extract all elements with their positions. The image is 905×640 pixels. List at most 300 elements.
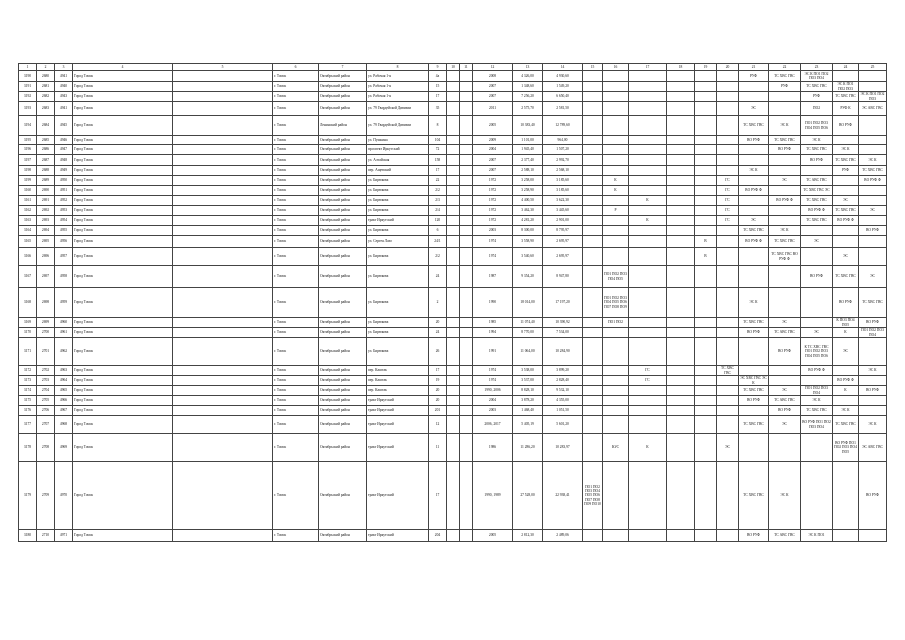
- table-cell: [859, 530, 887, 542]
- table-cell: г. Томск: [273, 206, 319, 216]
- table-cell: [833, 236, 859, 248]
- table-cell: 4 355,00: [543, 396, 583, 406]
- table-cell: 22 938,41: [543, 462, 583, 530]
- table-row: [19, 216, 887, 226]
- table-cell: 4964: [55, 376, 73, 386]
- table-cell: г. Томск: [273, 236, 319, 248]
- table-cell: [460, 92, 473, 102]
- table-cell: [583, 236, 603, 248]
- table-cell: 2691: [37, 196, 55, 206]
- table-cell: [801, 376, 833, 386]
- table-cell: [447, 396, 460, 406]
- table-row: [19, 155, 887, 166]
- column-number: 8: [367, 64, 429, 71]
- table-cell: [447, 266, 460, 288]
- table-cell: Город Томск: [73, 206, 173, 216]
- table-cell: [769, 366, 801, 376]
- table-cell: ТС ХВС ГВС: [739, 416, 769, 434]
- table-cell: пер. Каштак: [367, 386, 429, 396]
- table-cell: г. Томск: [273, 318, 319, 328]
- table-cell: [173, 366, 273, 376]
- table-cell: [583, 416, 603, 434]
- table-cell: ул. Рабочая 1-я: [367, 92, 429, 102]
- table-cell: ВО РУФ: [739, 530, 769, 542]
- table-cell: 2704: [37, 386, 55, 396]
- table-cell: Город Томск: [73, 186, 173, 196]
- table-cell: ЭС К: [833, 406, 859, 416]
- table-cell: г. Томск: [273, 176, 319, 186]
- table-cell: г. Томск: [273, 396, 319, 406]
- table-cell: 4 930,60: [543, 71, 583, 82]
- table-cell: В: [695, 248, 717, 266]
- column-number: 6: [273, 64, 319, 71]
- table-cell: ЭС: [833, 248, 859, 266]
- column-number: 24: [833, 64, 859, 71]
- table-cell: 12 789,60: [543, 116, 583, 136]
- column-number: 11: [460, 64, 473, 71]
- table-cell: [667, 116, 695, 136]
- table-cell: ТС ХВС ГВС: [739, 318, 769, 328]
- table-cell: [173, 248, 273, 266]
- table-cell: [460, 376, 473, 386]
- table-cell: ЭС К: [769, 116, 801, 136]
- table-cell: Город Томск: [73, 462, 173, 530]
- table-cell: Город Томск: [73, 530, 173, 542]
- table-row: [19, 82, 887, 92]
- table-cell: Октябрьский район: [319, 248, 367, 266]
- table-cell: [629, 166, 667, 176]
- table-cell: ЭС АВС ГВС: [859, 434, 887, 462]
- table-cell: 4968: [55, 416, 73, 434]
- table-cell: 4950: [55, 176, 73, 186]
- table-cell: [717, 102, 739, 116]
- table-cell: ТС ХВС ГВС: [801, 196, 833, 206]
- table-cell: Октябрьский район: [319, 102, 367, 116]
- table-cell: [629, 462, 667, 530]
- table-cell: ТС ХВС ГВС: [859, 166, 887, 176]
- table-cell: ГС: [717, 196, 739, 206]
- table-cell: [447, 226, 460, 236]
- table-cell: [667, 328, 695, 338]
- table-cell: [695, 155, 717, 166]
- table-cell: РУФ: [739, 71, 769, 82]
- table-cell: 2681: [37, 82, 55, 92]
- table-cell: 9 532,10: [543, 386, 583, 396]
- table-cell: 2011: [473, 102, 513, 116]
- table-cell: 2703: [37, 376, 55, 386]
- table-cell: 2006, 2017: [473, 416, 513, 434]
- table-cell: [717, 288, 739, 318]
- table-cell: ЭС К: [833, 145, 859, 155]
- table-cell: 3 258,90: [513, 186, 543, 196]
- table-cell: 3169: [19, 318, 37, 328]
- table-cell: [447, 71, 460, 82]
- table-cell: 20: [429, 318, 447, 328]
- table-cell: 12: [429, 416, 447, 434]
- table-cell: [447, 248, 460, 266]
- table-cell: Город Томск: [73, 434, 173, 462]
- table-cell: ул. Рабочая 1-я: [367, 71, 429, 82]
- table-cell: 1 549,20: [543, 82, 583, 92]
- table-cell: г. Томск: [273, 338, 319, 366]
- table-cell: 2686: [37, 145, 55, 155]
- table-cell: [460, 166, 473, 176]
- table-cell: [173, 288, 273, 318]
- table-cell: [717, 248, 739, 266]
- table-cell: [583, 396, 603, 406]
- column-number: 7: [319, 64, 367, 71]
- table-cell: [173, 386, 273, 396]
- table-cell: 2710: [37, 530, 55, 542]
- table-cell: 3163: [19, 216, 37, 226]
- table-cell: 2007: [473, 155, 513, 166]
- table-cell: [460, 266, 473, 288]
- table-cell: г. Томск: [273, 248, 319, 266]
- column-number: 20: [717, 64, 739, 71]
- table-cell: ГС: [717, 216, 739, 226]
- table-cell: [717, 226, 739, 236]
- table-cell: [859, 248, 887, 266]
- table-cell: [460, 318, 473, 328]
- table-cell: ул. Пушкина: [367, 136, 429, 145]
- table-cell: 1 468,40: [513, 406, 543, 416]
- table-cell: [447, 216, 460, 226]
- table-cell: [739, 92, 769, 102]
- table-cell: ул. Бирюкова: [367, 206, 429, 216]
- table-cell: [833, 462, 859, 530]
- table-cell: 4953: [55, 206, 73, 216]
- column-number: 15: [583, 64, 603, 71]
- table-cell: 17: [429, 366, 447, 376]
- table-cell: [667, 266, 695, 288]
- table-cell: ул. Бирюкова: [367, 176, 429, 186]
- table-cell: 4956: [55, 236, 73, 248]
- table-cell: 4965: [55, 386, 73, 396]
- housing-register-table: [18, 63, 887, 542]
- table-cell: ВО РУФ Ф: [801, 206, 833, 216]
- table-cell: [460, 406, 473, 416]
- table-cell: 9 354,20: [513, 266, 543, 288]
- column-number: 5: [173, 64, 273, 71]
- table-cell: [603, 155, 629, 166]
- table-cell: [695, 386, 717, 396]
- table-cell: Город Томск: [73, 366, 173, 376]
- table-cell: ТС ХВС ГВС: [769, 71, 801, 82]
- table-cell: [447, 328, 460, 338]
- table-row: [19, 318, 887, 328]
- table-cell: Город Томск: [73, 226, 173, 236]
- table-cell: [583, 206, 603, 216]
- table-cell: г. Томск: [273, 226, 319, 236]
- table-cell: [667, 196, 695, 206]
- table-cell: 2685: [37, 136, 55, 145]
- table-cell: 7 534,00: [543, 328, 583, 338]
- table-cell: 4940: [55, 82, 73, 92]
- table-cell: г. Томск: [273, 376, 319, 386]
- table-cell: ул. Рабочая 1-я: [367, 82, 429, 92]
- table-cell: 2680: [37, 71, 55, 82]
- table-cell: ПО1 ПО2 ПО3 ПО4 ПО5 ПО6: [801, 116, 833, 136]
- table-cell: 4971: [55, 530, 73, 542]
- table-cell: 4960: [55, 318, 73, 328]
- table-cell: Город Томск: [73, 288, 173, 318]
- table-row: [19, 102, 887, 116]
- table-cell: г. Томск: [273, 196, 319, 206]
- table-cell: пер. Каштак: [367, 366, 429, 376]
- table-cell: 1 945,40: [513, 145, 543, 155]
- table-cell: [695, 206, 717, 216]
- table-cell: ТС ХВС ГВС: [833, 155, 859, 166]
- table-cell: [583, 136, 603, 145]
- table-cell: [173, 155, 273, 166]
- table-cell: 20: [429, 396, 447, 406]
- table-cell: 3165: [19, 236, 37, 248]
- table-cell: [603, 145, 629, 155]
- table-cell: ГС: [717, 186, 739, 196]
- table-cell: [629, 116, 667, 136]
- table-cell: К ПО3 ПО4 ПО5: [833, 318, 859, 328]
- table-cell: 8: [429, 116, 447, 136]
- table-cell: [460, 216, 473, 226]
- table-cell: Октябрьский район: [319, 226, 367, 236]
- table-cell: Город Томск: [73, 386, 173, 396]
- column-number: 9: [429, 64, 447, 71]
- table-cell: [667, 396, 695, 406]
- table-cell: 17: [429, 462, 447, 530]
- table-cell: [629, 530, 667, 542]
- table-cell: 17: [429, 166, 447, 176]
- table-cell: [695, 462, 717, 530]
- table-cell: Город Томск: [73, 196, 173, 206]
- table-cell: 3176: [19, 406, 37, 416]
- table-cell: [460, 82, 473, 92]
- table-cell: 2 588,10: [513, 166, 543, 176]
- table-cell: ВО РУФ: [801, 155, 833, 166]
- table-cell: ВО РУФ: [859, 386, 887, 396]
- table-cell: 22: [429, 176, 447, 186]
- table-cell: 2697: [37, 266, 55, 288]
- table-cell: К: [629, 216, 667, 226]
- table-cell: [447, 155, 460, 166]
- table-cell: 3 462,30: [513, 206, 543, 216]
- table-cell: Ю/С: [603, 434, 629, 462]
- table-cell: [695, 116, 717, 136]
- table-cell: [173, 92, 273, 102]
- table-cell: [667, 176, 695, 186]
- table-cell: ЭС: [739, 102, 769, 116]
- table-cell: ТС АВС ГВС: [769, 530, 801, 542]
- table-cell: 2701: [37, 338, 55, 366]
- table-cell: [667, 166, 695, 176]
- table-cell: [603, 396, 629, 406]
- table-cell: ВО РУФ: [833, 116, 859, 136]
- table-cell: [629, 406, 667, 416]
- table-cell: ТС ХВС ГВС: [739, 386, 769, 396]
- table-cell: [717, 266, 739, 288]
- table-cell: [629, 145, 667, 155]
- table-cell: ГС: [629, 376, 667, 386]
- table-cell: 964,00: [543, 136, 583, 145]
- column-number: 25: [859, 64, 887, 71]
- table-cell: [717, 376, 739, 386]
- table-cell: ЭС ХВС ГВС ЭС К: [740, 376, 767, 385]
- table-cell: [695, 328, 717, 338]
- table-cell: ВО РУФ Ф: [769, 196, 801, 206]
- table-cell: ЭС: [739, 216, 769, 226]
- table-cell: Р: [603, 206, 629, 216]
- table-cell: [667, 248, 695, 266]
- table-cell: [695, 376, 717, 386]
- table-cell: [717, 338, 739, 366]
- table-cell: [667, 206, 695, 216]
- table-cell: 3178: [19, 434, 37, 462]
- table-cell: [583, 288, 603, 318]
- table-row: [19, 530, 887, 542]
- table-row: [19, 145, 887, 155]
- table-cell: [859, 236, 887, 248]
- table-cell: [667, 186, 695, 196]
- table-cell: [603, 328, 629, 338]
- table-cell: [583, 376, 603, 386]
- table-cell: ЭС: [859, 206, 887, 216]
- table-cell: ТС ХВС ГВС: [769, 236, 801, 248]
- table-cell: [717, 416, 739, 434]
- table-cell: К: [629, 434, 667, 462]
- table-cell: 2009: [473, 136, 513, 145]
- table-cell: [629, 236, 667, 248]
- table-cell: ТС ХВС ГВС: [717, 366, 739, 376]
- table-cell: [583, 328, 603, 338]
- table-cell: г. Томск: [273, 82, 319, 92]
- table-cell: К: [833, 386, 859, 396]
- table-cell: [460, 116, 473, 136]
- column-number: 4: [73, 64, 173, 71]
- table-cell: 158: [429, 155, 447, 166]
- table-cell: [859, 71, 887, 82]
- table-cell: ВО РУФ ПО1 ПО2 ПО3 ПО4: [801, 416, 833, 434]
- table-cell: [629, 71, 667, 82]
- table-cell: ул. Бирюкова: [367, 288, 429, 318]
- table-cell: [447, 196, 460, 206]
- table-cell: [695, 530, 717, 542]
- table-cell: Октябрьский район: [319, 206, 367, 216]
- table-cell: ТС ХВС ГВС: [833, 92, 859, 102]
- table-cell: 2 695,97: [543, 248, 583, 266]
- column-number: 3: [55, 64, 73, 71]
- table-cell: 2690: [37, 186, 55, 196]
- table-cell: ТС ХВС ГВС: [801, 406, 833, 416]
- table-cell: 1 101,00: [513, 136, 543, 145]
- table-cell: ТС ХВС ГВС: [859, 288, 887, 318]
- table-cell: Город Томск: [73, 166, 173, 176]
- table-cell: 2695: [37, 236, 55, 248]
- table-cell: [447, 92, 460, 102]
- table-cell: ПО1 ПО2 ПО3 ПО4 ПО5 ПО6 ПО7 ПО8 ПО9: [603, 288, 629, 318]
- table-cell: 4 326,00: [513, 71, 543, 82]
- column-number: 23: [801, 64, 833, 71]
- table-cell: [460, 338, 473, 366]
- table-cell: 2: [429, 288, 447, 318]
- table-cell: К ТС ХВС ГВС ПО1 ПО2 ПО3 ПО4 ПО5 ПО6: [801, 338, 833, 366]
- table-cell: [447, 376, 460, 386]
- table-cell: 3192: [19, 92, 37, 102]
- table-cell: ТС ХВС ГВС ВО РУФ Ф: [769, 248, 801, 266]
- table-cell: 2/2: [429, 248, 447, 266]
- table-cell: 1972: [473, 176, 513, 186]
- table-cell: ул. Алтайская: [367, 155, 429, 166]
- table-row: [19, 328, 887, 338]
- table-cell: 2698: [37, 288, 55, 318]
- table-cell: ЭС: [769, 318, 801, 328]
- table-cell: 4957: [55, 248, 73, 266]
- table-cell: [739, 248, 769, 266]
- table-cell: ул. Бирюкова: [367, 338, 429, 366]
- table-cell: ЭС К: [801, 396, 833, 406]
- table-cell: [460, 288, 473, 318]
- table-row: [19, 236, 887, 248]
- table-cell: 2003: [473, 226, 513, 236]
- table-cell: [447, 136, 460, 145]
- table-cell: [801, 226, 833, 236]
- table-cell: [717, 406, 739, 416]
- table-row: [19, 266, 887, 288]
- table-cell: ВО РУФ: [739, 396, 769, 406]
- table-cell: [173, 136, 273, 145]
- table-cell: Октябрьский район: [319, 462, 367, 530]
- table-cell: 4947: [55, 145, 73, 155]
- table-cell: 11 064,00: [513, 338, 543, 366]
- table-cell: ул. Бирюкова: [367, 186, 429, 196]
- table-cell: Октябрьский район: [319, 434, 367, 462]
- table-cell: 2707: [37, 416, 55, 434]
- table-cell: 1994: [473, 328, 513, 338]
- table-cell: [173, 216, 273, 226]
- column-number: 19: [695, 64, 717, 71]
- table-cell: [460, 366, 473, 376]
- table-cell: [583, 318, 603, 328]
- table-cell: 19: [429, 376, 447, 386]
- table-cell: [717, 396, 739, 406]
- table-cell: Октябрьский район: [319, 236, 367, 248]
- table-cell: 8 828,10: [513, 386, 543, 396]
- table-cell: [603, 248, 629, 266]
- table-cell: [695, 226, 717, 236]
- table-cell: пер. Каштак: [367, 376, 429, 386]
- table-cell: ПО2: [801, 102, 833, 116]
- table-cell: [173, 406, 273, 416]
- table-row: [19, 338, 887, 366]
- table-cell: [859, 406, 887, 416]
- table-cell: [173, 236, 273, 248]
- table-cell: ПО1 ПО2 ПО3 ПО4: [859, 328, 887, 338]
- table-cell: ПО1 ПО2 ПО3 ПО4 ПО5 ПО6 ПО7 ПО8 ПО9 ПО10: [583, 462, 603, 530]
- table-cell: [667, 82, 695, 92]
- table-cell: [583, 406, 603, 416]
- table-cell: [739, 82, 769, 92]
- table-cell: 2 377,40: [513, 155, 543, 166]
- table-cell: [717, 155, 739, 166]
- table-cell: 3 185,60: [543, 186, 583, 196]
- table-cell: Октябрьский район: [319, 266, 367, 288]
- table-cell: 35: [429, 102, 447, 116]
- table-cell: 2/3: [429, 196, 447, 206]
- table-cell: 3196: [19, 145, 37, 155]
- table-cell: [173, 434, 273, 462]
- table-cell: ул. Бирюкова: [367, 248, 429, 266]
- table-cell: [603, 376, 629, 386]
- table-cell: 2 992,70: [543, 155, 583, 166]
- table-cell: ТС ХВС ГВС: [739, 226, 769, 236]
